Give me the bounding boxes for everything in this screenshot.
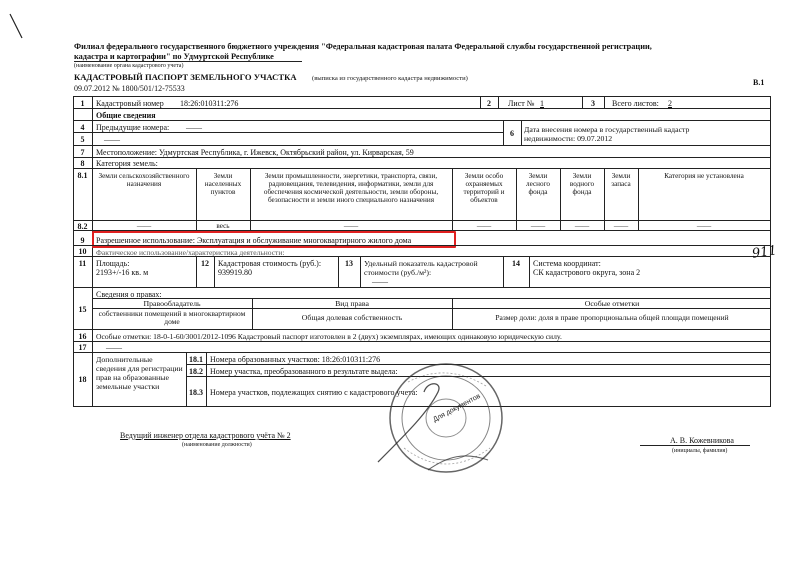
- form-code: В.1: [753, 78, 765, 87]
- category-value: ——: [574, 222, 590, 230]
- sheet-value: 1: [540, 99, 544, 108]
- row-number: 10: [78, 247, 87, 256]
- margin-note: 911: [751, 243, 778, 262]
- scan-mark: [8, 12, 28, 42]
- row-number: 14: [512, 259, 520, 268]
- permitted-use-text: Разрешенное использование: Эксплуатация и обслуживание многоквартирного жилого дома: [96, 236, 412, 245]
- org-line-2: кадастра и картографии" по Удмуртской Республике: [74, 52, 274, 61]
- category-not-set: Категория не установлена: [664, 172, 744, 180]
- land-category-label: Категория земель:: [96, 159, 158, 168]
- signer-title: Ведущий инженер отдела кадастрового учёта № 2: [120, 431, 291, 440]
- category-value: ——: [136, 222, 152, 230]
- category-value: ——: [696, 222, 712, 230]
- category-value: ——: [476, 222, 492, 230]
- category-value: ——: [343, 222, 359, 230]
- row-number: 9: [80, 236, 85, 245]
- row-number: 12: [201, 259, 209, 268]
- special-marks-text: Особые отметки: 18-0-1-60/3001/2012-1096 Кадастровый паспорт изготовлен в 2 (двух) экземплярах, имеющих одинаковую юридическую силу.: [96, 332, 562, 341]
- specific-value: ——: [372, 277, 388, 286]
- category-value: весь: [216, 222, 230, 230]
- org-caption: (наименование органа кадастрового учета): [74, 63, 184, 69]
- number-entry-date-value: 09.07.2012: [577, 134, 613, 143]
- org-line-1: Филиал федерального государственного бюджетного учреждения "Федеральная кадастровая палата Федеральной службы государственной регистрации,: [74, 42, 652, 51]
- sheet-label: Лист №: [508, 99, 535, 108]
- signer-name: А. В. Кожевникова: [670, 436, 734, 445]
- category-reserve: Земли запаса: [611, 172, 631, 188]
- row-number: 18.1: [189, 355, 203, 364]
- location-text: Местоположение: Удмуртская Республика, г. Ижевск, Октябрьский район, ул. Кирварская, 59: [96, 148, 414, 157]
- row-number: 11: [78, 259, 87, 268]
- row-number: 1: [80, 99, 85, 108]
- total-sheets-value: 2: [668, 99, 672, 108]
- row-number: 18.2: [189, 367, 203, 376]
- row-number: 18.3: [189, 388, 203, 397]
- row-number: 13: [345, 259, 353, 268]
- coordinate-system-value: СК кадастрового округа, зона 2: [533, 268, 641, 277]
- row5-value: ——: [104, 135, 120, 144]
- right-type-value: Общая долевая собственность: [301, 313, 403, 322]
- row-number: 7: [80, 148, 85, 157]
- category-settlements: Земли населенных пунктов: [204, 172, 242, 196]
- signer-name-caption: (инициалы, фамилия): [672, 448, 728, 454]
- cadastral-number-label: Кадастровый номер: [96, 99, 164, 108]
- category-forest: Земли лесного фонда: [526, 172, 550, 196]
- row-number: 8.2: [77, 222, 88, 231]
- rights-holder-header: Правообладатель: [143, 299, 201, 308]
- category-water: Земли водного фонда: [569, 172, 595, 196]
- row-number: 5: [80, 135, 85, 144]
- category-industry: Земли промышленности, энергетики, транспорта, связи, радиовещания, телевидения, информатики, земли для обеспечения космической деятельности, земли обороны, безопасности и земли иного специального назначения: [263, 172, 439, 204]
- row-number: 4: [80, 123, 85, 132]
- rights-title: Сведения о правах:: [96, 290, 162, 299]
- right-type-header: Вид права: [335, 299, 369, 308]
- special-notes-value: Размер доли: доля в праве пропорциональна общей площади помещений: [495, 313, 729, 322]
- category-value: ——: [613, 222, 629, 230]
- row17-value: ——: [106, 343, 122, 352]
- number-entry-date-label: [524, 125, 734, 143]
- general-info-title: Общие сведения: [96, 111, 156, 120]
- doc-subtitle: (выписка из государственного кадастра недвижимости): [312, 75, 468, 82]
- category-agricultural: Земли сельскохозяйственного назначения: [98, 172, 190, 188]
- row-number: 2: [487, 99, 491, 108]
- coordinate-system-label: Система координат:: [533, 259, 601, 268]
- category-value: ——: [530, 222, 546, 230]
- row-number: 17: [78, 343, 87, 352]
- category-protected: Земли особо охраняемых территорий и объектов: [463, 172, 505, 204]
- row-number: 3: [591, 99, 595, 108]
- stamp-text: Для документов: [432, 392, 482, 424]
- additional-info-label: Дополнительные сведения для регистрации прав на образованные земельные участки: [96, 355, 183, 391]
- area-label: Площадь:: [96, 259, 130, 268]
- date-number: 09.07.2012 № 1800/501/12-75533: [74, 84, 185, 93]
- row-number: 15: [78, 305, 87, 314]
- row-number: 16: [78, 332, 87, 341]
- total-sheets-label: Всего листов:: [612, 99, 659, 108]
- signer-title-caption: (наименование должности): [182, 442, 252, 448]
- row-number: 8: [80, 159, 85, 168]
- removed-plots-text: Номера участков, подлежащих снятию с кадастрового учета:: [210, 388, 418, 397]
- rights-holder-value: собственники помещений в многоквартирном доме: [98, 309, 246, 326]
- number-entry-date-label-text: Дата внесения номера в государственный кадастр недвижимости:: [524, 125, 690, 143]
- previous-numbers-label: Предыдущие номера:: [96, 123, 170, 132]
- previous-numbers-value: ——: [186, 123, 202, 132]
- special-notes-header: Особые отметки: [584, 299, 640, 308]
- row-number: 6: [510, 129, 514, 138]
- round-seal-stamp: [368, 352, 518, 482]
- allocated-plot-text: Номер участка, преобразованного в результате выдела:: [210, 367, 398, 376]
- cadastral-number-value: 18:26:010311:276: [180, 99, 239, 108]
- cadastral-value-label: Кадастровая стоимость (руб.):: [218, 259, 322, 268]
- row-number: 8.1: [77, 171, 88, 180]
- area-value: 2193+/-16 кв. м: [96, 268, 149, 277]
- row-number: 18: [78, 375, 87, 384]
- cadastral-value: 939919.80: [218, 268, 252, 277]
- actual-use-label: Фактическое использование/характеристика деятельности:: [96, 248, 285, 257]
- formed-plots-text: Номера образованных участков: 18:26:010311:276: [210, 355, 381, 364]
- specific-value-label: Удельный показатель кадастровой стоимости (руб./м²):: [364, 259, 478, 277]
- doc-title: КАДАСТРОВЫЙ ПАСПОРТ ЗЕМЕЛЬНОГО УЧАСТКА: [74, 72, 297, 82]
